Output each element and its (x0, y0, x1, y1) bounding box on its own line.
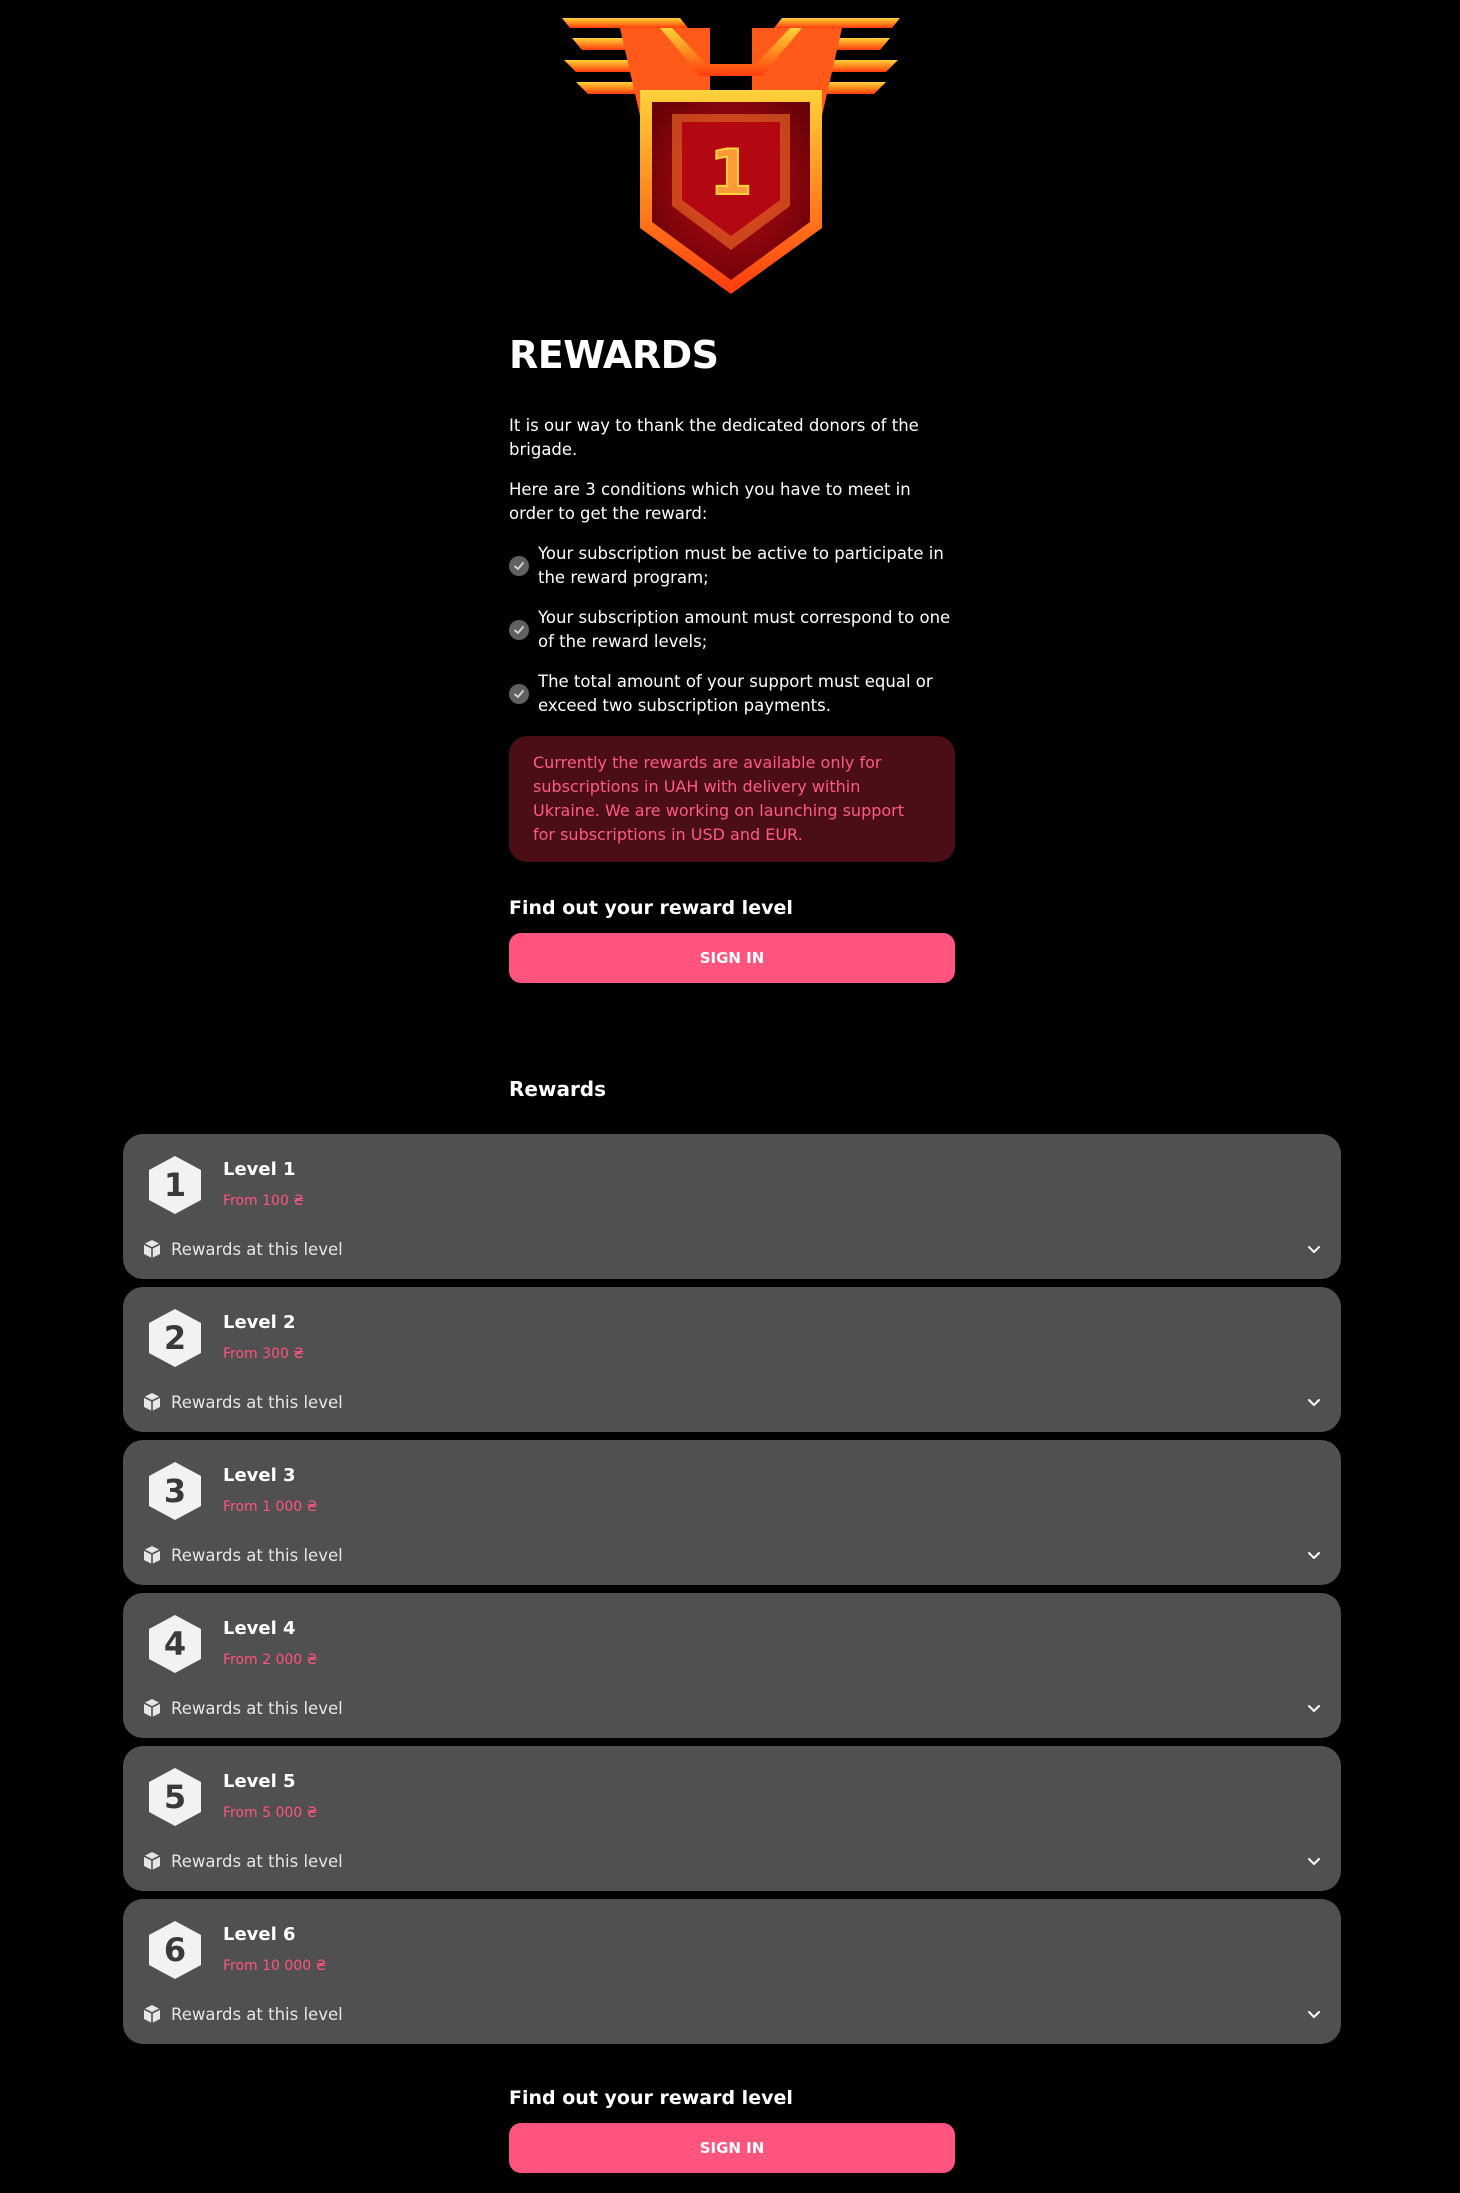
condition-text: Your subscription must be active to participate in the reward program; (538, 544, 944, 587)
rewards-intro (509, 330, 955, 983)
box-icon (141, 2003, 163, 2025)
level-card-6 (123, 1899, 1341, 2044)
level-card-3 (123, 1440, 1341, 1585)
box-icon (141, 1697, 163, 1719)
rewards-toggle[interactable] (141, 1999, 1323, 2029)
level-card-5 (123, 1746, 1341, 1891)
level-name: Level 1 (223, 1159, 296, 1180)
condition-item (509, 606, 955, 654)
svg-text:1: 1 (709, 136, 753, 209)
intro-text: It is our way to thank the dedicated donors of the brigade. (509, 416, 919, 459)
rewards-toggle-label: Rewards at this level (171, 1239, 343, 1259)
condition-item (509, 670, 955, 718)
chevron-down-icon[interactable] (1305, 1393, 1323, 1411)
rewards-toggle-label: Rewards at this level (171, 1545, 343, 1565)
level-card-4 (123, 1593, 1341, 1738)
levels-list (123, 1134, 1341, 2052)
level-card-1 (123, 1134, 1341, 1279)
level-name: Level 6 (223, 1924, 296, 1945)
rewards-toggle-label: Rewards at this level (171, 2004, 343, 2024)
page-title: REWARDS (509, 333, 719, 377)
rewards-toggle[interactable] (141, 1387, 1323, 1417)
level-number: 6 (163, 1931, 187, 1969)
level-number: 2 (163, 1319, 187, 1357)
rewards-toggle-label: Rewards at this level (171, 1851, 343, 1871)
level-number: 4 (163, 1625, 187, 1663)
chevron-down-icon[interactable] (1305, 1699, 1323, 1717)
level-price: From 10 000 ₴ (223, 1958, 327, 1974)
check-icon (509, 684, 529, 704)
condition-text: Your subscription amount must correspond to one of the reward levels; (538, 608, 951, 651)
rewards-toggle[interactable] (141, 1693, 1323, 1723)
currency-notice: Currently the rewards are available only for subscriptions in UAH with delivery within Ukraine. We are working on launching support for subscriptions in USD and EUR. (509, 736, 955, 862)
level-price: From 2 000 ₴ (223, 1652, 318, 1668)
chevron-down-icon[interactable] (1305, 1852, 1323, 1870)
chevron-down-icon[interactable] (1305, 1546, 1323, 1564)
level-number: 5 (163, 1778, 187, 1816)
find-reward-level-title: Find out your reward level (509, 2087, 793, 2109)
rewards-toggle-label: Rewards at this level (171, 1698, 343, 1718)
chevron-down-icon[interactable] (1305, 2005, 1323, 2023)
rewards-toggle[interactable] (141, 1846, 1323, 1876)
box-icon (141, 1238, 163, 1260)
rewards-toggle[interactable] (141, 1540, 1323, 1570)
sign-in-button[interactable]: SIGN IN (509, 933, 955, 983)
level-name: Level 5 (223, 1771, 296, 1792)
condition-text: The total amount of your support must equal or exceed two subscription payments. (538, 672, 933, 715)
check-icon (509, 620, 529, 640)
level-name: Level 2 (223, 1312, 296, 1333)
check-icon (509, 556, 529, 576)
box-icon (141, 1544, 163, 1566)
box-icon (141, 1850, 163, 1872)
box-icon (141, 1391, 163, 1413)
level-number: 3 (163, 1472, 187, 1510)
level-number: 1 (163, 1166, 187, 1204)
level-name: Level 4 (223, 1618, 296, 1639)
find-reward-level-title: Find out your reward level (509, 897, 793, 919)
level-price: From 300 ₴ (223, 1346, 305, 1362)
condition-item (509, 542, 955, 590)
conditions-intro: Here are 3 conditions which you have to meet in order to get the reward: (509, 480, 911, 523)
level-price: From 1 000 ₴ (223, 1499, 318, 1515)
level-price: From 100 ₴ (223, 1193, 305, 1209)
sign-in-button[interactable]: SIGN IN (509, 2123, 955, 2173)
rewards-toggle[interactable] (141, 1234, 1323, 1264)
rewards-toggle-label: Rewards at this level (171, 1392, 343, 1412)
winged-shield-badge-icon (560, 18, 902, 294)
level-name: Level 3 (223, 1465, 296, 1486)
bottom-signin-section (509, 2085, 955, 2173)
conditions-list (509, 542, 955, 718)
level-price: From 5 000 ₴ (223, 1805, 318, 1821)
level-card-2 (123, 1287, 1341, 1432)
rewards-heading: Rewards (509, 1077, 607, 1101)
chevron-down-icon[interactable] (1305, 1240, 1323, 1258)
